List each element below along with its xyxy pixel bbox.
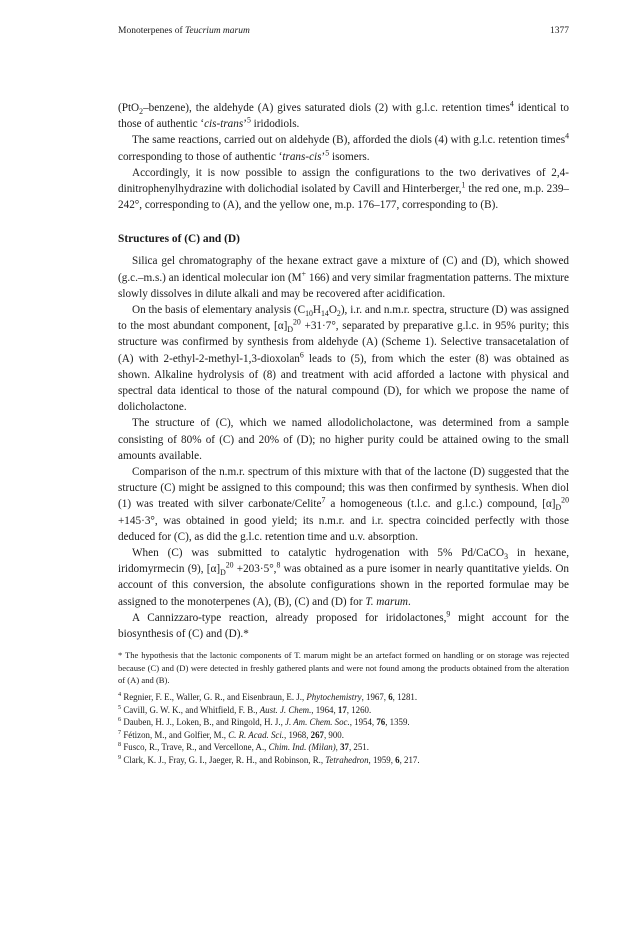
reference-number: 8 — [118, 741, 122, 749]
reference-item — [118, 741, 569, 754]
reference-pages: , 1359. — [385, 717, 410, 728]
reference-pages: , 251. — [348, 742, 369, 753]
paragraph: When (C) was submitted to catalytic hydrogenation with 5% Pd/CaCO$_3$ in hexane, iridomyrmecin (9), $[\alpha]_D^{20} +203\cdot 5^\circ,^8$ was obtained as a pure isomer in nearly quantitative yields. On account of this conversion, the absolute configurations shown in the reported formulae may be assigned to the monoterpenes (A), (B), (C) and (D) for T. marum. — [118, 547, 569, 608]
paragraph: Silica gel chromatography of the hexane extract gave a mixture of (C) and (D), which showed (g.c.–m.s.) an identical molecular ion (M+ 166) and very similar fragmentation patterns. The mixture slowly dissolves in dilute alkali and may be recovered after acidification. — [118, 255, 569, 300]
reference-volume: 76 — [376, 717, 386, 728]
page-number: 1377 — [550, 26, 569, 36]
reference-year: , 1967, — [361, 691, 389, 702]
reference-pages: , 900. — [323, 729, 344, 740]
reference-number: 4 — [118, 690, 122, 698]
paragraph: The same reactions, carried out on aldehyde (B), afforded the diols (4) with g.l.c. retention times$^4$ corresponding to those of authentic ‘trans-cis’$^5$ isomers. — [118, 131, 569, 163]
running-head — [118, 24, 569, 38]
reference-journal: Phytochemistry — [306, 691, 362, 702]
reference-pages: , 217. — [399, 754, 420, 765]
reference-volume: 6 — [388, 691, 393, 702]
reference-item — [118, 691, 569, 704]
reference-year: , 1959, — [368, 754, 396, 765]
reference-volume: 17 — [337, 704, 347, 715]
reference-item — [118, 716, 569, 729]
reference-year: , 1964, — [311, 704, 338, 715]
paragraph: (PtO$_2$–benzene), the aldehyde (A) gives saturated diols (2) with g.l.c. retention times$^4$ identical to those of authentic ‘cis-trans’$^5$ iridodiols. — [118, 99, 569, 131]
reference-volume: 6 — [395, 754, 400, 765]
article-body — [118, 100, 569, 766]
reference-journal: C. R. Acad. Sci. — [228, 729, 285, 740]
footnote: * The hypothesis that the lactonic components of T. marum might be an artefact formed on handling or on storage was rejected because (C) and (D) were detected in freshly gathered plants and were not found among the products obtained from the alteration of (A) and (B). — [118, 650, 569, 685]
running-title: Monoterpenes of Teucrium marum — [118, 26, 250, 36]
reference-number: 9 — [118, 753, 122, 761]
reference-pages: , 1281. — [392, 691, 418, 702]
reference-authors: Fusco, R., Trave, R., and Vercellone, A., — [123, 742, 269, 753]
reference-year: , — [335, 742, 341, 753]
reference-item — [118, 704, 569, 717]
reference-year: , 1954, — [349, 717, 377, 728]
paragraph: A Cannizzaro-type reaction, already proposed for iridolactones,$^9$ might account for the biosynthesis of (C) and (D).* — [118, 609, 569, 641]
reference-number: 7 — [118, 728, 122, 736]
reference-year: , 1968, — [284, 729, 311, 740]
reference-journal: Tetrahedron — [325, 754, 369, 765]
reference-volume: 267 — [310, 729, 324, 740]
paragraph: The structure of (C), which we named allodolicholactone, was determined from a sample consisting of 80% of (C) and 20% of (D); no higher purity could be attained owing to the small amounts available. — [118, 417, 569, 462]
reference-journal: Aust. J. Chem. — [259, 704, 312, 715]
reference-journal: Chim. Ind. (Milan) — [268, 742, 336, 753]
reference-item — [118, 754, 569, 767]
paragraph: On the basis of elementary analysis $(C_{10}H_{14}O_2)$, i.r. and n.m.r. spectra, structure (D) was assigned to the most abundant component, $[\alpha]_D^{20} +31\cdot 7^\circ$, separated by preparative g.l.c. in 95% purity; this structure was confirmed by synthesis from aldehyde (A) (Scheme 1). Selective transacetalation of (A) with 2-ethyl-2-methyl-1,3-dioxolan$^6$ leads to (5), from which the ester (8) was obtained as shown. Alkaline hydrolysis of (8) and treatment with acid afforded a lactone with physical and spectral data identical to those of the natural compound (D), for which we propose the name of dolicholactone. — [118, 304, 569, 414]
reference-item — [118, 729, 569, 742]
reference-number: 6 — [118, 716, 122, 724]
reference-pages: , 1260. — [346, 704, 372, 715]
reference-authors: Dauben, H. J., Loken, B., and Ringold, H. J., — [123, 717, 286, 728]
reference-authors: Clark, K. J., Fray, G. I., Jaeger, R. H., and Robinson, R., — [123, 754, 326, 765]
reference-authors: Regnier, F. E., Waller, G. R., and Eisenbraun, E. J., — [123, 691, 307, 702]
reference-number: 5 — [118, 703, 122, 711]
reference-authors: Fétizon, M., and Golfier, M., — [123, 729, 229, 740]
reference-list — [118, 691, 569, 767]
paragraph: Accordingly, it is now possible to assign the configurations to the two derivatives of 2,4-dinitrophenylhydrazine with dolichodial isolated by Cavill and Hinterberger,$^1$ the red one, m.p. 239–242°, corresponding to (A), and the yellow one, m.p. 176–177, corresponding to (B). — [118, 166, 570, 212]
reference-journal: J. Am. Chem. Soc. — [285, 717, 350, 728]
reference-volume: 37 — [340, 742, 349, 753]
reference-authors: Cavill, G. W. K., and Whitfield, F. B., — [123, 704, 260, 715]
paragraph: Comparison of the n.m.r. spectrum of this mixture with that of the lactone (D) suggested that the structure (C) might be assigned to this compound; this was then confirmed by synthesis. When diol (1) was treated with silver carbonate/Celite$^7$ a homogeneous (t.l.c. and g.l.c.) compound, $[\alpha]_D^{20} +145\cdot 3^\circ$, was obtained in good yield; its n.m.r. and i.r. spectra coincided perfectly with those deduced for (C), as did the g.l.c. retention time and u.v. absorption. — [118, 466, 569, 543]
section-heading: Structures of (C) and (D) — [118, 233, 240, 246]
